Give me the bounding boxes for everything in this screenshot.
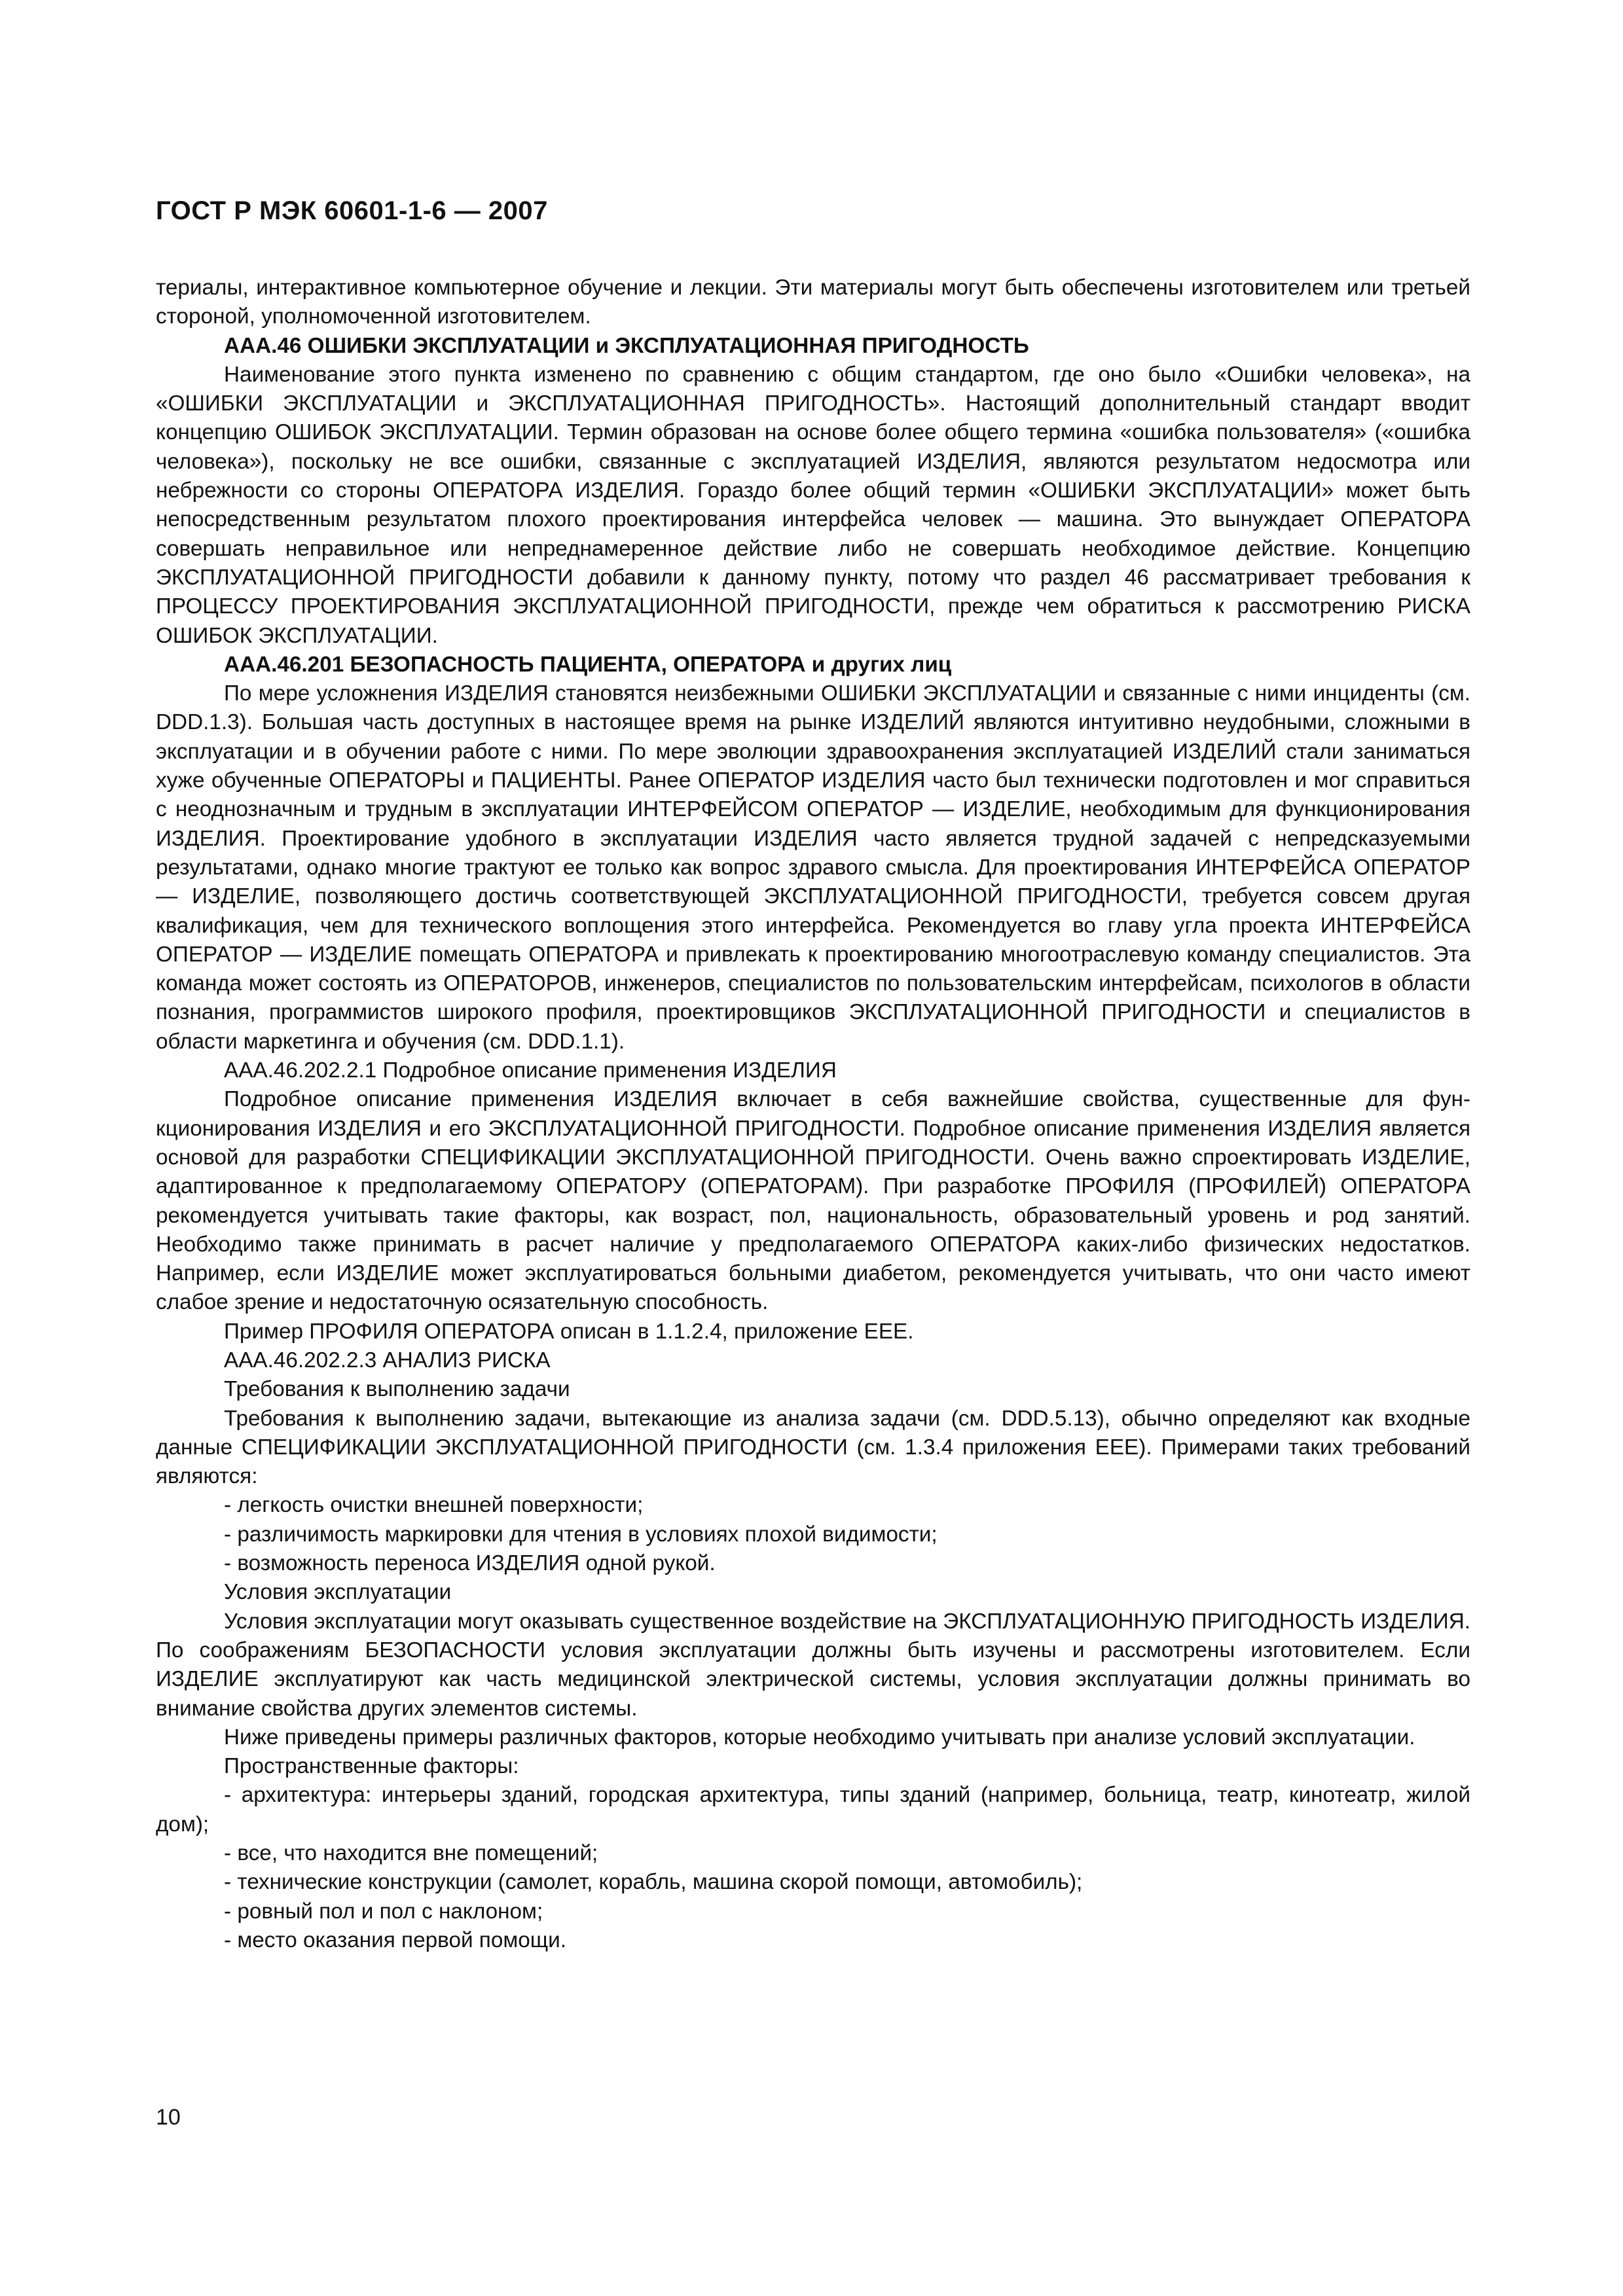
document-header: ГОСТ Р МЭК 60601-1-6 — 2007 — [156, 196, 548, 225]
list-item: - ровный пол и пол с наклоном; — [224, 1899, 543, 1924]
body-paragraph: Ниже приведены примеры различных факторов, которые необходимо учитывать при анализе условий эксплуатации. — [224, 1725, 1415, 1749]
body-paragraph: Подробное описание применения ИЗДЕЛИЯ включает в себя важнейшие свойства, существенные для функционирования ИЗДЕЛИЯ и его ЭКСПЛУАТАЦИОННОЙ ПРИГОДНОСТИ. Подробное описание применения ИЗДЕЛИЯ является основой для разработки СПЕЦИФИКАЦИИ ЭКСПЛУАТАЦИОННОЙ ПРИГОДНОСТИ. Очень важно спроектировать ИЗДЕЛИЕ, адаптированное к предполагаемому ОПЕРАТОРУ (ОПЕРАТОРАМ). При разработке ПРОФИЛЯ (ПРОФИЛЕЙ) ОПЕРАТОРА рекомендуется учитывать такие факторы, как возраст, пол, национальность, образовательный уровень и род занятий. Необходимо также принимать в расчет наличие у предполагаемого ОПЕРАТОРА каких-либо физических недостатков. Например, если ИЗДЕЛИЕ может эксплуатироваться больными диабетом, рекомендуется учитывать, что они часто имеют слабое зрение и недостаточную осязательную способность. — [156, 1087, 1470, 1315]
section-heading: ААА.46.201 БЕЗОПАСНОСТЬ ПАЦИЕНТА, ОПЕРАТОРА и других лиц — [224, 652, 952, 677]
body-paragraph: териалы, интерактивное компьютерное обучение и лекции. Эти материалы могут быть обеспечены изготовителем или третьей стороной, уполномоченной изготовителем. — [156, 276, 1470, 329]
subsection-heading: ААА.46.202.2.1 Подробное описание применения ИЗДЕЛИЯ — [224, 1058, 837, 1083]
subsection-heading: Пространственные факторы: — [224, 1754, 519, 1779]
list-item: - легкость очистки внешней поверхности; — [224, 1493, 644, 1518]
body-paragraph: Условия эксплуатации могут оказывать существенное воздействие на ЭКСПЛУАТАЦИОННУЮ ПРИГОДНОСТЬ ИЗДЕЛИЯ. По соображениям БЕЗОПАСНОСТИ условия эксплуатации должны быть изучены и рассмотрены изготовителем. Если ИЗДЕЛИЕ эксплуатируют как часть медицинской электрической системы, условия эксплуатации должны принимать во внимание свойства других элементов системы. — [156, 1609, 1470, 1721]
body-paragraph: По мере усложнения ИЗДЕЛИЯ становятся неизбежными ОШИБКИ ЭКСПЛУАТАЦИИ и связанные с ними инциденты (см. DDD.1.3). Большая часть доступных в настоящее время на рынке ИЗДЕЛИЙ являются интуитивно неудобными, сложными в эксплуатации и в обучении работе с ними. По мере эволюции здравоохранения эксплуатацией ИЗДЕЛИЙ стали заниматься хуже обученные ОПЕРАТОРЫ и ПАЦИЕНТЫ. Ранее ОПЕРАТОР ИЗДЕЛИЯ часто был технически подготовлен и мог справиться с неоднозначным и трудным в эксплуатации ИНТЕРФЕЙСОМ ОПЕРАТОР — ИЗДЕЛИЕ, необходимым для функционирования ИЗДЕЛИЯ. Проектирование удобного в эксплуатации ИЗДЕЛИЯ часто является трудной задачей с непредсказуемыми результатами, однако многие трактуют ее только как вопрос здравого смысла. Для проектирования ИНТЕРФЕЙСА ОПЕРАТОР — ИЗДЕЛИЕ, позволяющего достичь соответствующей ЭКСПЛУАТАЦИОННОЙ ПРИГОДНОСТИ, требуется совсем другая квалификация, чем для технического воплощения этого интерфейса. Рекомендуется во главу угла проекта ИНТЕРФЕЙСА ОПЕРАТОР — ИЗДЕЛИЕ помещать ОПЕРАТОРА и привлекать к проектированию многоотраслевую команду специалистов. Эта команда может состоять из ОПЕРАТОРОВ, инженеров, специалистов по пользовательским интерфейсам, психологов в области познания, программистов широкого профиля, проектировщиков ЭКСПЛУАТАЦИОННОЙ ПРИГОДНОСТИ и специалистов в области маркетинга и обучения (см. DDD.1.1). — [156, 681, 1470, 1054]
list-item: - возможность переноса ИЗДЕЛИЯ одной рукой. — [224, 1551, 716, 1576]
body-paragraph: Требования к выполнению задачи, вытекающие из анализа задачи (см. DDD.5.13), обычно определяют как входные данные СПЕЦИФИКАЦИИ ЭКСПЛУАТАЦИОННОЙ ПРИГОДНОСТИ (см. 1.3.4 приложения ЕЕЕ). Примерами таких требований являются: — [156, 1406, 1470, 1489]
page-number: 10 — [156, 2105, 181, 2130]
document-body — [156, 274, 1470, 1955]
subsection-heading: Условия эксплуатации — [224, 1580, 452, 1605]
list-item: - различимость маркировки для чтения в условиях плохой видимости; — [224, 1522, 938, 1547]
body-paragraph: Пример ПРОФИЛЯ ОПЕРАТОРА описан в 1.1.2.4, приложение ЕЕЕ. — [224, 1319, 914, 1344]
list-item: - место оказания первой помощи. — [224, 1928, 567, 1952]
list-item: - архитектура: интерьеры зданий, городская архитектура, типы зданий (например, больница, театр, кинотеатр, жилой дом); — [156, 1783, 1470, 1837]
body-paragraph: Наименование этого пункта изменено по сравнению с общим стандартом, где оно было «Ошибки человека», на «ОШИБКИ ЭКСПЛУАТАЦИИ и ЭКСПЛУАТАЦИОННАЯ ПРИГОДНОСТЬ». Настоящий дополнительный стандарт вводит концепцию ОШИБОК ЭКСПЛУАТАЦИИ. Термин образован на основе более общего термина «ошибка пользователя» («ошибка человека»), поскольку не все ошибки, связанные с эксплуатацией ИЗДЕЛИЯ, являются результатом недосмотра или небрежности со стороны ОПЕРАТОРА ИЗДЕЛИЯ. Гораздо более общий термин «ОШИБКИ ЭКСПЛУАТАЦИИ» может быть непосредственным результатом плохого проектирования интерфейса человек — машина. Это вынуждает ОПЕРАТОРА совершать неправильное или непреднамеренное действие либо не совершать необходимое действие. Концепцию ЭКСПЛУАТАЦИОННОЙ ПРИГОДНОСТИ добавили к данному пункту, потому что раздел 46 рассматривает требования к ПРОЦЕССУ ПРОЕКТИРОВАНИЯ ЭКСПЛУАТАЦИОННОЙ ПРИГОДНОСТИ, прежде чем обратиться к рассмотрению РИСКА ОШИБОК ЭКСПЛУАТАЦИИ. — [156, 362, 1470, 648]
list-item: - все, что находится вне помещений; — [224, 1841, 598, 1866]
subsection-heading: ААА.46.202.2.3 АНАЛИЗ РИСКА — [224, 1348, 551, 1372]
subsection-heading: Требования к выполнению задачи — [224, 1377, 570, 1402]
list-item: - технические конструкции (самолет, корабль, машина скорой помощи, автомобиль); — [224, 1870, 1083, 1895]
section-heading: ААА.46 ОШИБКИ ЭКСПЛУАТАЦИИ и ЭКСПЛУАТАЦИОННАЯ ПРИГОДНОСТЬ — [224, 333, 1029, 358]
